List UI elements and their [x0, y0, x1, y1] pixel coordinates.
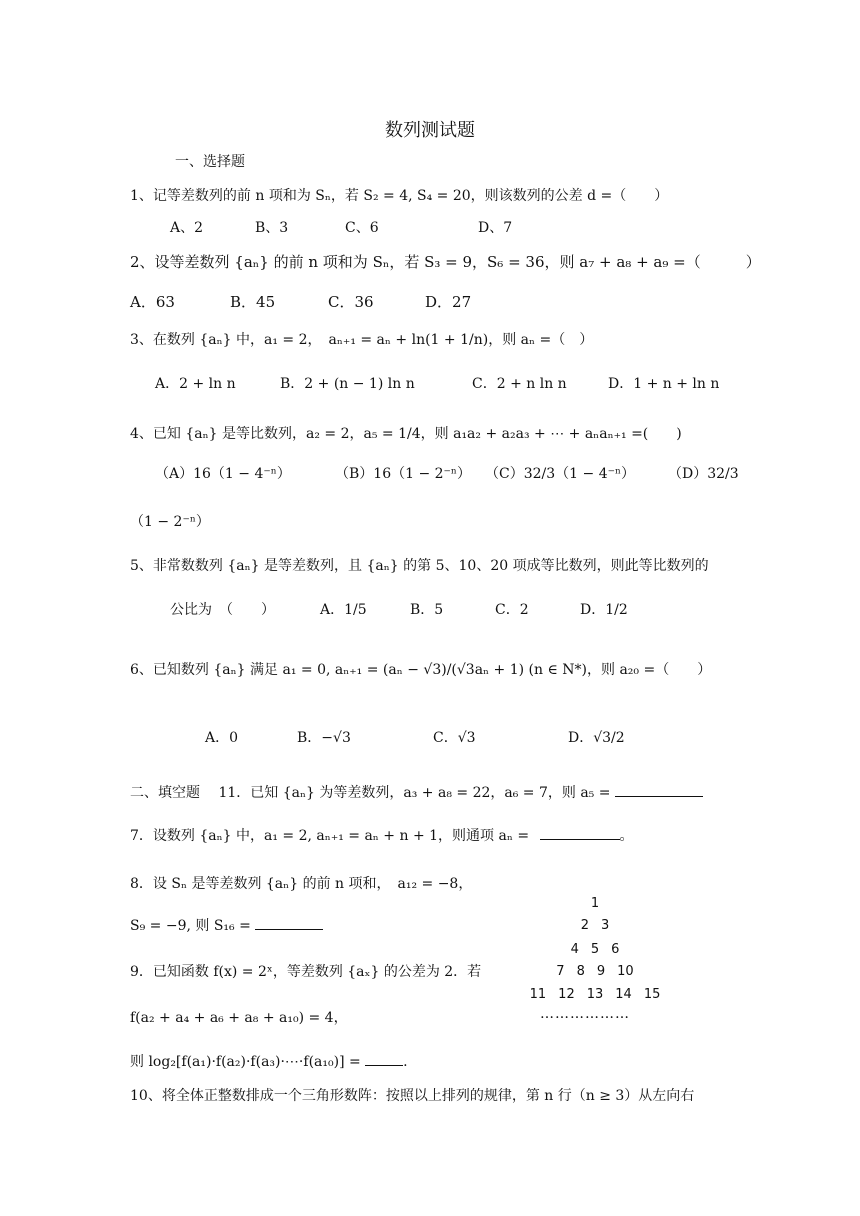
q4-option-c: （C）32/3（1 − 4⁻ⁿ） — [485, 466, 636, 482]
q3-option-b: B．2 + (n − 1) ln n — [280, 376, 415, 392]
q2-option-d: D．27 — [425, 293, 472, 311]
q6-option-c: C．√3 — [433, 730, 476, 746]
q2-option-c: C．36 — [328, 293, 374, 311]
q3-option-a: A．2 + ln n — [155, 376, 236, 392]
question-6-stem: 6、已知数列 {aₙ} 满足 a₁ = 0, aₙ₊₁ = (aₙ − √3)/(√3aₙ + 1) (n ∈ N*)，则 a₂₀ =（ ） — [130, 662, 712, 678]
question-7 — [130, 826, 634, 846]
triangle-continuation-dots: ……………… — [540, 1006, 630, 1022]
triangle-number: 9 — [596, 964, 606, 979]
question-5-stem: 5、非常数数列 {aₙ} 是等差数列，且 {aₙ} 的第 5、10、20 项成等比数列，则此等比数列的 — [130, 558, 709, 574]
section-heading-fill — [130, 783, 703, 803]
question-4-stem: 4、已知 {aₙ} 是等比数列，a₂ = 2，a₅ = 1/4，则 a₁a₂ + a₂a₃ + ⋯ + aₙaₙ₊₁ =( ) — [130, 426, 682, 442]
question-1-stem: 1、记等差数列的前 n 项和为 Sₙ，若 S₂ = 4, S₄ = 20，则该数列的公差 d =（ ） — [130, 188, 669, 204]
q6-option-a: A．0 — [205, 730, 239, 746]
q9-end-mark: . — [403, 1054, 408, 1070]
triangle-row-2 — [520, 918, 670, 933]
triangle-number: 2 — [580, 918, 589, 933]
question-2-stem: 2、设等差数列 {aₙ} 的前 n 项和为 Sₙ，若 S₃ = 9，S₆ = 36，则 a₇ + a₈ + a₉ =（ ） — [130, 253, 761, 271]
q6-option-b: B．−√3 — [297, 730, 351, 746]
q7-end-mark: 。 — [619, 828, 634, 844]
q5-option-d: D．1/2 — [580, 602, 628, 618]
triangle-number: 14 — [615, 987, 632, 1002]
question-9c — [130, 1052, 408, 1072]
q1-option-a: A、2 — [170, 220, 204, 236]
q1-option-c: C、6 — [345, 220, 379, 236]
triangle-row-5 — [505, 987, 685, 1002]
section-heading-choice: 一、选择题 — [175, 154, 245, 170]
q4-option-a: （A）16（1 − 4⁻ⁿ） — [155, 466, 291, 482]
triangle-number: 4 — [570, 942, 579, 957]
triangle-number: 12 — [558, 987, 575, 1002]
triangle-number: 5 — [590, 942, 600, 957]
q4-option-b: （B）16（1 − 2⁻ⁿ） — [335, 466, 471, 482]
q5-option-a: A．1/5 — [320, 602, 367, 618]
q11-answer-blank[interactable] — [615, 796, 703, 797]
q5-option-c: C．2 — [495, 602, 529, 618]
question-9-stem-3: 则 log₂[f(a₁)·f(a₂)·f(a₃)·⋯·f(a₁₀)] = — [130, 1054, 361, 1070]
triangle-number: 13 — [586, 987, 604, 1002]
question-8-stem: 8．设 Sₙ 是等差数列 {aₙ} 的前 n 项和， a₁₂ = −8， — [130, 876, 473, 892]
q7-answer-blank[interactable] — [540, 839, 620, 840]
question-3-stem: 3、在数列 {aₙ} 中，a₁ = 2， aₙ₊₁ = aₙ + ln(1 + 1/n)，则 aₙ =（ ） — [130, 332, 594, 348]
triangle-number: 3 — [601, 918, 610, 933]
page-title: 数列测试题 — [385, 120, 475, 141]
question-10-stem: 10、将全体正整数排成一个三角形数阵：按照以上排列的规律，第 n 行（n ≥ 3）从左向右 — [130, 1088, 695, 1104]
question-7-stem: 7．设数列 {aₙ} 中，a₁ = 2, aₙ₊₁ = aₙ + n + 1，则通项 aₙ = — [130, 828, 530, 844]
triangle-row-1 — [520, 896, 670, 911]
q4-option-d: （D）32/3 — [668, 466, 739, 482]
section-2-label: 二、填空题 — [130, 785, 200, 801]
triangle-row-4 — [520, 964, 670, 979]
triangle-row-3 — [520, 942, 670, 957]
triangle-number: 1 — [590, 896, 600, 911]
question-8-stem-2: S₉ = −9, 则 S₁₆ = — [130, 918, 251, 934]
q1-option-b: B、3 — [255, 220, 289, 236]
triangle-number: 8 — [576, 964, 585, 979]
q1-option-d: D、7 — [478, 220, 513, 236]
q6-option-d: D．√3/2 — [568, 730, 625, 746]
q9-answer-blank[interactable] — [365, 1065, 403, 1066]
triangle-number: 10 — [617, 964, 634, 979]
question-8b — [130, 916, 323, 936]
q2-option-b: B．45 — [230, 293, 276, 311]
question-9-stem: 9．已知函数 f(x) = 2ˣ，等差数列 {aₓ} 的公差为 2．若 — [130, 964, 482, 980]
q8-answer-blank[interactable] — [255, 929, 323, 930]
q5-option-b: B．5 — [410, 602, 444, 618]
question-5-stem-2: 公比为 （ ） — [170, 602, 275, 618]
triangle-number: 6 — [611, 942, 620, 957]
question-9-stem-2: f(a₂ + a₄ + a₆ + a₈ + a₁₀) = 4， — [130, 1010, 348, 1026]
q2-option-a: A．63 — [130, 293, 175, 311]
q3-option-d: D．1 + n + ln n — [608, 376, 720, 392]
question-11-stem: 11．已知 {aₙ} 为等差数列，a₃ + a₈ = 22，a₆ = 7，则 a₅ = — [218, 785, 611, 801]
triangle-number: 7 — [556, 964, 565, 979]
q3-option-c: C．2 + n ln n — [472, 376, 567, 392]
q4-option-d-tail: （1 − 2⁻ⁿ） — [130, 514, 210, 530]
triangle-number: 15 — [643, 987, 661, 1002]
triangle-number: 11 — [529, 987, 547, 1002]
